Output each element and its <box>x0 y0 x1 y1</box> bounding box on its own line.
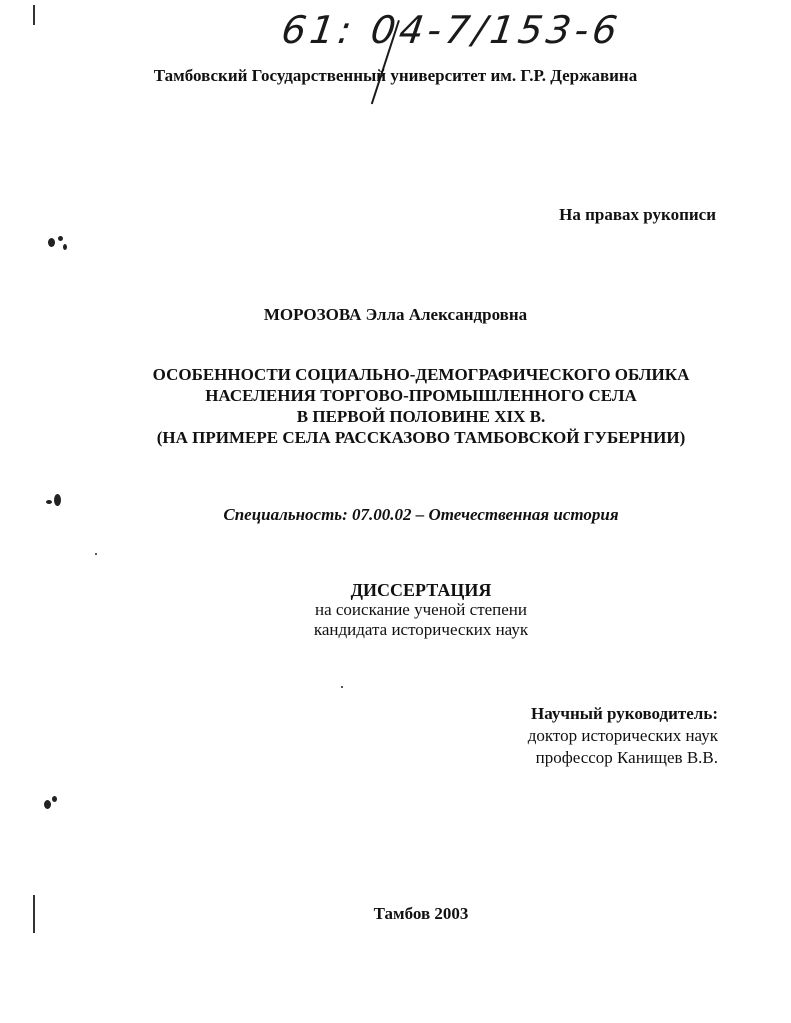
scan-speck <box>58 236 63 241</box>
university-name: Тамбовский Государственный университет им. Г.Р. Державина <box>153 66 638 85</box>
scan-speck <box>44 800 51 809</box>
supervisor-block <box>528 703 718 769</box>
dissertation-title <box>0 364 791 448</box>
scan-speck <box>46 500 52 504</box>
handwritten-archive-code: 61: 04-7/153-6 <box>278 8 624 52</box>
scan-speck <box>95 553 97 555</box>
supervisor-degree: доктор исторических наук <box>527 726 718 745</box>
dissertation-heading: ДИССЕРТАЦИЯ <box>350 580 492 600</box>
city-year: Тамбов 2003 <box>373 904 469 923</box>
scan-speck <box>341 686 343 688</box>
manuscript-rights-note: На правах рукописи <box>559 205 716 224</box>
scan-edge-mark <box>33 895 35 933</box>
title-line: (НА ПРИМЕРЕ СЕЛА РАССКАЗОВО ТАМБОВСКОЙ ГУБЕРНИИ) <box>156 428 686 447</box>
supervisor-label: Научный руководитель: <box>531 704 718 723</box>
title-line: НАСЕЛЕНИЯ ТОРГОВО-ПРОМЫШЛЕННОГО СЕЛА <box>205 386 637 405</box>
degree-line-1: на соискание ученой степени <box>314 600 528 619</box>
scan-speck <box>63 244 67 250</box>
scan-speck <box>54 494 61 506</box>
author-name: МОРОЗОВА Элла Александровна <box>263 305 528 324</box>
title-line: В ПЕРВОЙ ПОЛОВИНЕ XIX В. <box>296 407 546 426</box>
supervisor-name: профессор Канищев В.В. <box>535 748 718 767</box>
scan-edge-mark <box>33 5 35 25</box>
title-line: ОСОБЕННОСТИ СОЦИАЛЬНО-ДЕМОГРАФИЧЕСКОГО ОБЛИКА <box>152 365 690 384</box>
degree-line-2: кандидата исторических наук <box>313 620 529 639</box>
scan-speck <box>52 796 57 802</box>
specialty-line: Специальность: 07.00.02 – Отечественная история <box>223 505 619 524</box>
dissertation-block <box>0 580 791 640</box>
scan-speck <box>48 238 55 247</box>
